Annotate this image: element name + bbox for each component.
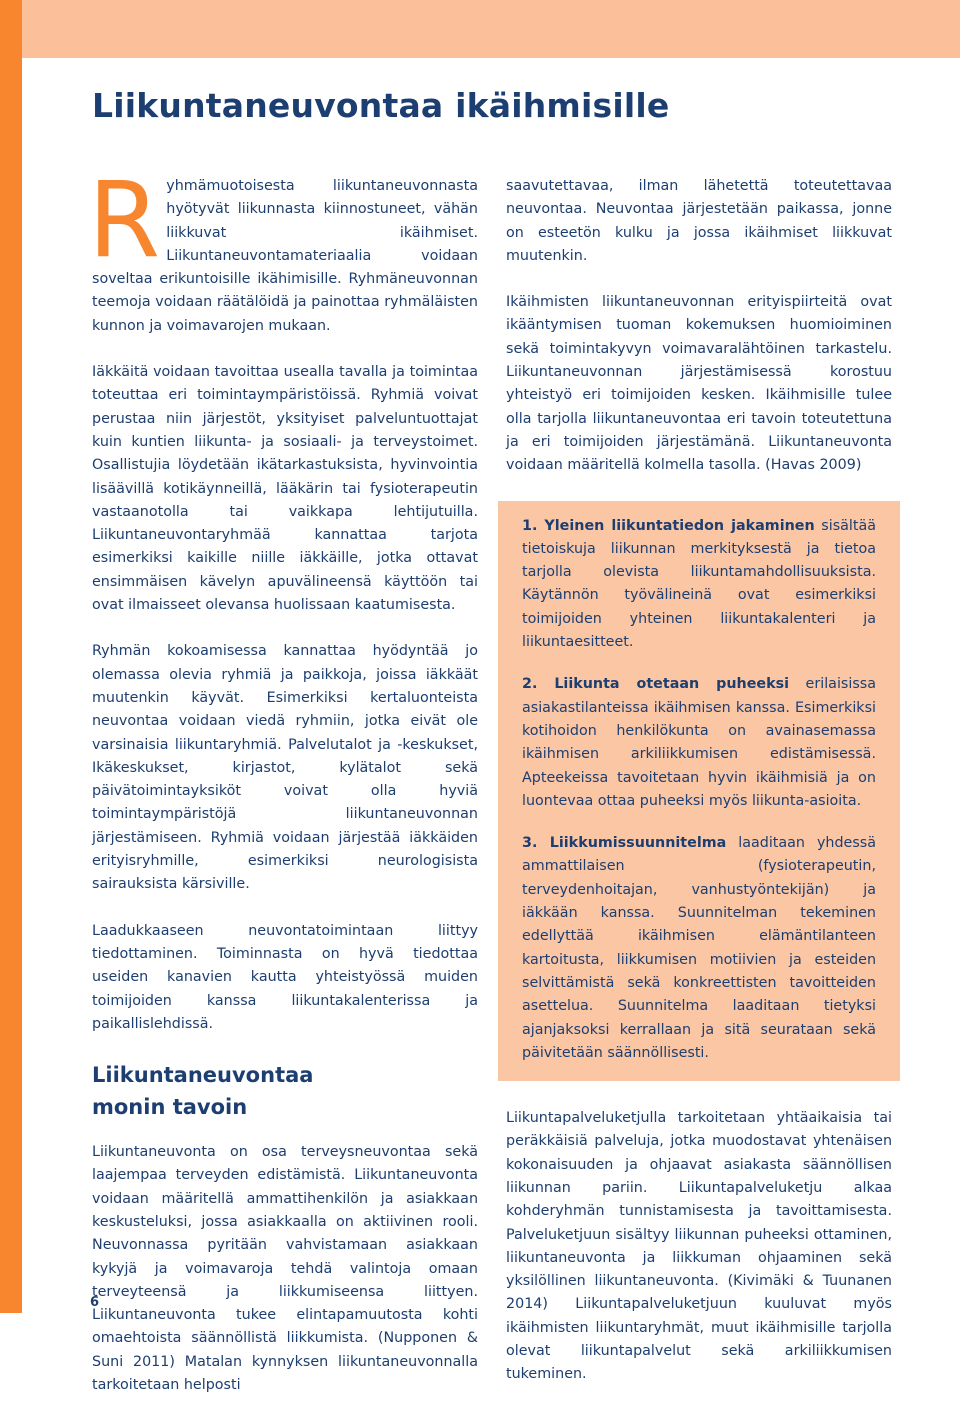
intro-paragraph: [88, 159, 478, 338]
paragraph-characteristics: Ikäihmisten liikuntaneuvonnan erityispiirteitä ovat ikääntymisen tuoman kokemuksen huomioiminen sekä toimintakyvyn voimavaralähtöinen tarkastelu. Liikuntaneuvonnan järjestämisessä korostuu yhteistyö eri toimijoiden kesken. Ikäihmisille tulee olla tarjolla liikuntaneuvontaa eri tavoin toteutettuna ja eri toimijoiden järjestämänä. Liikuntaneuvonta voidaan määritellä kolmella tasolla. (Havas 2009): [506, 294, 892, 474]
paragraph-service-chain: Liikuntapalveluketjulla tarkoitetaan yhtäaikaisia tai peräkkäisiä palveluja, jotka muodostavat yhtenäisen kokonaisuuden ja ohjaavat asiakasta säännöllisen liikunnan pariin. Liikuntapalveluketju alkaa kohderyhmän tunnistamisesta ja tavoittamisesta. Palveluketjuun sisältyy liikunnan puheeksi ottaminen, liikuntaneuvonta ja liikkuman ohjaaminen sekä yksilöllinen liikuntaneuvonta. (Kivimäki & Tuunanen 2014) Liikuntapalveluketjuun kuuluvat myös ikäihmisten liikuntaryhmät, muut ikäihmisille tarjolla olevat liikuntapalvelut sekä arkiliikkumisen tukeminen.: [506, 1110, 892, 1383]
section-heading-line-2: monin tavoin: [92, 1095, 248, 1120]
intro-paragraph-text: yhmämuotoisesta liikuntaneuvonnasta hyötyvät liikunnasta kiinnostuneet, vähän liikkuvat ikäihmiset. Liikuntaneuvontamateriaalia voidaan soveltaa erikuntoisille ikähimisille. Ryhmäneuvonnan teemoja voidaan räätälöidä ja painottaa ryhmäläisten kunnon ja voimavarojen mukaan.: [92, 178, 478, 334]
page-title: Liikuntaneuvontaa ikäihmisille: [92, 86, 670, 125]
paragraph-definition: Liikuntaneuvonta on osa terveysneuvontaa sekä laajempaa terveyden edistämistä. Liikuntaneuvonta voidaan määritellä ammattihenkilön ja asiakkaan keskusteluksi, jossa asiakkaalla on aktiivinen rooli. Neuvonnassa pyritään vahvistamaan asiakkaan kykyjä ja voimavaroja tehdä valintoja omaan terveyteensä ja liikkumiseensa liittyen. Liikuntaneuvonta tukee elintapamuutosta kohti omaehtoista säännöllistä liikkumista. (Nupponen & Suni 2011) Matalan kynnyksen liikuntaneuvonnalla tarkoitetaan helposti: [92, 1144, 478, 1394]
side-color-band: [0, 0, 22, 1313]
level-item: [522, 832, 876, 1065]
paragraph-continuation: saavutettavaa, ilman lähetettä toteutettavaa neuvontaa. Neuvontaa järjestetään paikassa, jonne on esteetön kulku ja jossa ikäihmiset liikkuvat muutenkin.: [506, 178, 892, 264]
drop-cap: R: [88, 159, 161, 281]
section-heading-line-1: Liikuntaneuvontaa: [92, 1063, 314, 1088]
level-heading: 1. Yleinen liikuntatiedon jakaminen: [522, 517, 815, 534]
paragraph-communication: Laadukkaaseen neuvontatoimintaan liittyy tiedottaminen. Toiminnasta on hyvä tiedottaa useiden kanavien kautta yhteistyössä muiden toimijoiden kanssa liikuntakalenterissa ja paikallislehdissä.: [92, 922, 478, 1032]
top-color-band: [0, 0, 960, 58]
left-column: [88, 159, 478, 1420]
section-heading: [92, 1059, 478, 1123]
level-item: [522, 515, 876, 655]
paragraph-recruitment: Iäkkäitä voidaan tavoittaa usealla tavalla ja toimintaa toteuttaa eri toimintaympäristöissä. Ryhmiä voivat perustaa niin järjestöt, yksityiset palveluntuottajat kuin kuntien liikunta- ja sosiaali- ja terveystoimet. Osallistujia löydetään ikätarkastuksista, hyvinvointia lisäävillä kotikäynneillä, lääkärin tai fysioterapeutin vastaanotolla tai vaikkapa lehtijutuilla. Liikuntaneuvontaryhmää kannattaa tarjota esimerkiksi kaikille niille iäkkäille, jotka ottavat ensimmäisen kävelyn apuvälineensä käyttöön tai ovat ilmaisseet olevansa huolissaan kaatumisesta.: [92, 364, 478, 614]
level-text: erilaisissa asiakastilanteissa ikäihmisen kanssa. Esimerkiksi kotihoidon henkilökunta on avainasemassa ikäihmisen arkiliikkumisen edistämisessä. Apteekeissa tavoitetaan hyvin ikäihmisiä ja on luontevaa ottaa puheeksi myös liikunta-asioita.: [522, 676, 876, 809]
level-text: sisältää tietoiskuja liikunnan merkityksestä ja tietoa tarjolla olevista liikuntamahdollisuuksista. Käytännön työvälineinä ovat esimerkiksi toimijoiden yhteinen liikuntakalenteri ja liikuntaesitteet.: [522, 517, 877, 651]
level-heading: 2. Liikunta otetaan puheeksi: [522, 676, 790, 693]
level-text: laaditaan yhdessä ammattilaisen (fysioterapeutin, terveydenhoitajan, vanhustyöntekijän) ja iäkkään kanssa. Suunnitelman tekeminen edellyttää ikäihmisen elämäntilanteen kartoitusta, liikkumisen motiivien ja esteiden selvittämistä sekä konkreettisten tavoitteiden asettelua. Suunnitelma laaditaan tietyksi ajanjaksoksi kerrallaan ja sitä seurataan sekä päivitetään säännöllisesti.: [522, 835, 877, 1061]
levels-info-box: [498, 501, 900, 1082]
level-item: [522, 673, 876, 813]
paragraph-group-formation: Ryhmän kokoamisessa kannattaa hyödyntää jo olemassa olevia ryhmiä ja paikkoja, joissa iäkkäät muutenkin käyvät. Esimerkiksi kertaluonteista neuvontaa voidaan viedä ryhmiin, jotka eivät ole varsinaisia liikuntaryhmiä. Palvelutalot ja -keskukset, Ikäkeskukset, kirjastot, kylätalot sekä päivätoimintayksiköt voivat olla hyviä toimintaympäristöjä liikuntaneuvonnan järjestämiseen. Ryhmiä voidaan järjestää iäkkäiden erityisryhmille, esimerkiksi neurologisista sairauksista kärsiville.: [92, 643, 478, 893]
level-heading: 3. Liikkumissuunnitelma: [522, 835, 727, 852]
right-column: [506, 175, 892, 1410]
page-number: 6: [90, 1295, 100, 1310]
